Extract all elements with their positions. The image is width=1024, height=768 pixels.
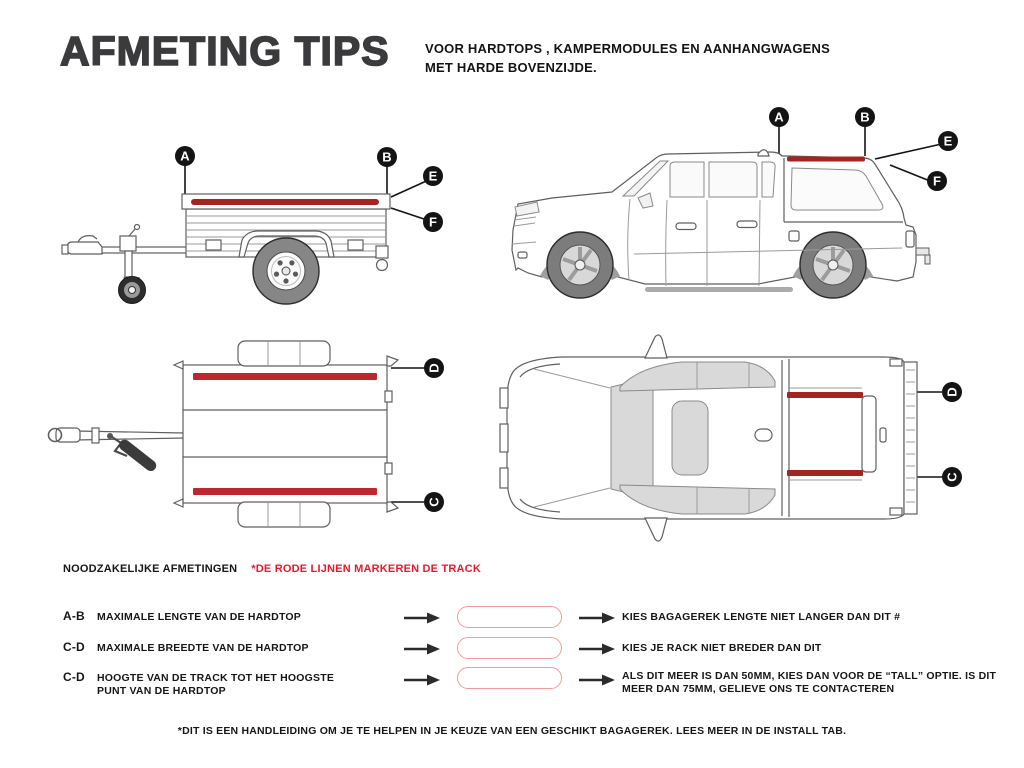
right-arrow-icon [578, 674, 616, 686]
trailer-box-top [183, 365, 387, 503]
svg-text:F: F [933, 173, 941, 189]
svg-text:F: F [429, 214, 437, 230]
canopy-rear-hatch [862, 396, 876, 472]
running-board [645, 287, 793, 292]
label-d-badge [942, 382, 962, 402]
tailgate-step [904, 362, 917, 514]
label-c-badge [942, 467, 962, 487]
label-f-badge [423, 212, 443, 232]
fuel-door [789, 231, 799, 241]
track-stripe [787, 470, 863, 476]
label-c-badge [424, 492, 444, 512]
truck-front-wheel [547, 232, 613, 298]
right-arrow-icon [403, 643, 441, 655]
front-door-window [670, 162, 704, 197]
svg-text:A: A [774, 109, 784, 125]
measurement-box-width [457, 637, 562, 659]
label-b-badge [377, 147, 397, 167]
truck-side-view-diagram [475, 95, 1005, 325]
taillight [906, 231, 914, 247]
door-handle [737, 221, 757, 228]
right-arrow-icon [403, 612, 441, 624]
row-2-description: MAXIMALE BREEDTE VAN DE HARDTOP [97, 642, 309, 654]
row-3-result: ALS DIT MEER IS DAN 50MM, KIES DAN VOOR DE “TALL” OPTIE. IS DIT MEER DAN 75MM, GELIEVE ONS TE CONTACTEREN [622, 670, 997, 695]
quarter-window [762, 162, 775, 197]
svg-text:C: C [944, 472, 960, 482]
trailer-side-view-diagram [40, 105, 460, 320]
row-2-key: C-D [63, 640, 85, 654]
trailer-top-view-diagram [25, 330, 465, 545]
subtitle-line-2: MET HARDE BOVENZIJDE. [425, 60, 597, 75]
fog-light [518, 252, 527, 258]
label-f-badge [927, 171, 947, 191]
track-stripe [787, 392, 863, 398]
svg-text:E: E [943, 133, 953, 149]
taillight [890, 508, 902, 515]
sunroof [672, 401, 708, 475]
row-1-result: KIES BAGAGEREK LENGTE NIET LANGER DAN DIT # [622, 611, 901, 623]
svg-text:B: B [860, 109, 870, 125]
svg-text:E: E [428, 168, 438, 184]
row-3-description: HOOGTE VAN DE TRACK TOT HET HOOGSTE PUNT VAN DE HARDTOP [97, 672, 335, 697]
track-stripe [787, 157, 865, 162]
legend-red-note: *DE RODE LIJNEN MARKEREN DE TRACK [251, 563, 481, 575]
door-handle [676, 223, 696, 230]
side-mirror [645, 335, 667, 358]
right-arrow-icon [403, 674, 441, 686]
svg-text:D: D [426, 363, 442, 373]
svg-text:A: A [180, 148, 190, 164]
truck-rear-wheel [800, 232, 866, 298]
row-3-key: C-D [63, 670, 85, 684]
label-b-badge [855, 107, 875, 127]
legend-heading [63, 563, 481, 575]
track-stripe [193, 488, 377, 495]
svg-text:B: B [382, 149, 392, 165]
tow-hitch [916, 248, 929, 255]
row-1-key: A-B [63, 609, 85, 623]
trailer-fender-bottom [238, 502, 330, 527]
taillight [890, 359, 902, 366]
track-stripe [193, 373, 377, 380]
antenna-fin [758, 150, 769, 156]
subtitle-line-1: VOOR HARDTOPS , KAMPERMODULES EN AANHANGWAGENS [425, 41, 831, 56]
measurement-box-length [457, 606, 562, 628]
label-a-badge [175, 146, 195, 166]
page-title: AFMETING TIPS [60, 28, 390, 74]
antenna-fin [755, 429, 772, 441]
right-arrow-icon [578, 643, 616, 655]
row-1-description: MAXIMALE LENGTE VAN DE HARDTOP [97, 611, 301, 623]
trailer-fender-top [238, 341, 330, 366]
label-a-badge [769, 107, 789, 127]
rear-door-window [709, 162, 757, 197]
truck-top-view-diagram [490, 330, 1020, 545]
trailer-hitch-coupler [67, 242, 102, 254]
svg-text:D: D [944, 387, 960, 397]
windshield-top [611, 377, 653, 499]
label-e-leader [875, 143, 946, 159]
label-d-badge [424, 358, 444, 378]
label-e-badge [423, 166, 443, 186]
legend-heading-text: NOODZAKELIJKE AFMETINGEN [63, 563, 238, 575]
footnote: *DIT IS EEN HANDLEIDING OM JE TE HELPEN IN JE KEUZE VAN EEN GESCHIKT BAGAGEREK. LEES MEER IN DE INSTALL TAB. [177, 725, 847, 737]
row-2-result: KIES JE RACK NIET BREDER DAN DIT [622, 642, 822, 654]
page-subtitle [425, 39, 830, 77]
measurement-box-height [457, 667, 562, 689]
right-arrow-icon [578, 612, 616, 624]
side-mirror [645, 518, 667, 541]
label-e-badge [938, 131, 958, 151]
track-stripe [191, 199, 379, 205]
svg-text:C: C [426, 497, 442, 507]
